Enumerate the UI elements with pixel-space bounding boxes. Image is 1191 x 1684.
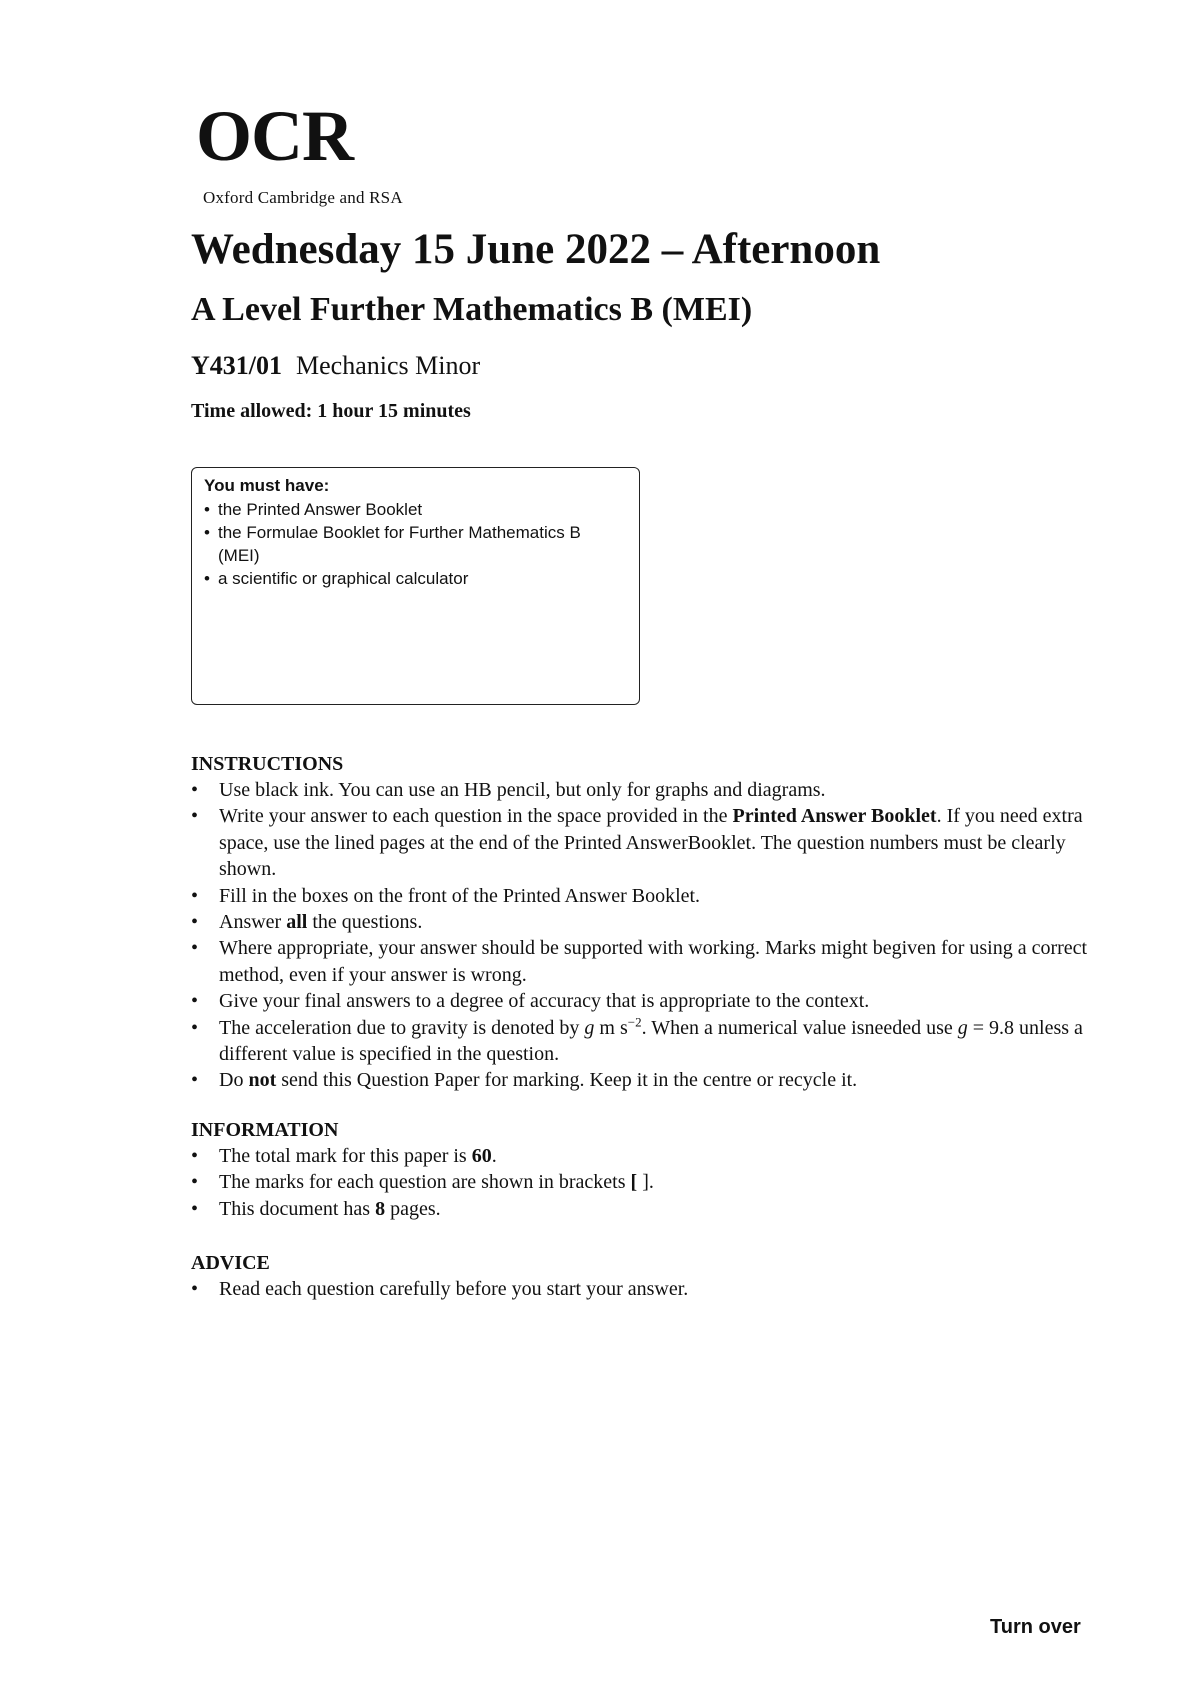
- instruction-item: • Fill in the boxes on the front of the Printed Answer Booklet.: [191, 883, 1091, 909]
- instruction-text: the questions.: [307, 911, 423, 934]
- instruction-item: • Give your final answers to a degree of accuracy that is appropriate to the context.: [191, 988, 1091, 1014]
- instruction-text: . If you need extra space, use the lined pages at the end of the Printed AnswerBooklet. The question numbers must be clearly shown.: [219, 805, 1083, 881]
- information-section: [191, 1117, 1091, 1222]
- instructions-heading: INSTRUCTIONS: [191, 753, 344, 775]
- instruction-emphasis: not: [248, 1069, 277, 1092]
- total-mark: 60: [471, 1145, 492, 1167]
- instruction-item: • Use black ink. You can use an HB pencil, but only for graphs and diagrams.: [191, 777, 1091, 803]
- logo-subtitle: Oxford Cambridge and RSA: [203, 188, 403, 207]
- instruction-text: Answer: [219, 911, 287, 934]
- instructions-section: [191, 751, 1091, 1094]
- unit-code: Y431/01: [191, 351, 282, 380]
- instruction-item: [191, 909, 1091, 935]
- unit-exponent: −2: [627, 1014, 642, 1029]
- instruction-text: The acceleration due to gravity is denoted by: [219, 1016, 585, 1039]
- information-list: [191, 1143, 1091, 1222]
- information-text: The marks for each question are shown in brackets: [219, 1171, 631, 1194]
- information-item: [191, 1196, 1091, 1222]
- advice-section: [191, 1250, 1091, 1302]
- information-item: [191, 1169, 1091, 1195]
- bracket-symbol: [: [630, 1171, 638, 1194]
- qualification-title: A Level Further Mathematics B (MEI): [191, 291, 753, 328]
- gravity-symbol: g: [957, 1016, 968, 1039]
- instruction-text: = 9.8 unless a different value is specified in the question.: [219, 1016, 1083, 1066]
- instructions-list: [191, 777, 1091, 1094]
- unit-line: [191, 352, 480, 381]
- instruction-text: m s: [594, 1016, 628, 1039]
- information-text: This document has: [219, 1197, 376, 1220]
- instruction-emphasis: Printed Answer Booklet: [732, 805, 937, 828]
- must-have-item: • the Formulae Booklet for Further Mathematics B (MEI): [204, 521, 627, 567]
- instruction-text: Do: [219, 1069, 249, 1092]
- unit-name: Mechanics Minor: [296, 351, 481, 380]
- advice-item: • Read each question carefully before you start your answer.: [191, 1276, 1091, 1302]
- must-have-item: • the Printed Answer Booklet: [204, 498, 627, 521]
- gravity-symbol: g: [584, 1016, 595, 1039]
- instruction-item: • Where appropriate, your answer should be supported with working. Marks might begiven for using a correct method, even if your answer is wrong.: [191, 935, 1091, 988]
- information-text: ].: [637, 1171, 654, 1194]
- must-have-list: [204, 498, 627, 590]
- instruction-item: [191, 1015, 1091, 1068]
- advice-list: [191, 1276, 1091, 1302]
- must-have-title: You must have:: [204, 476, 330, 495]
- page-count: 8: [375, 1197, 386, 1220]
- must-have-box: [191, 467, 640, 705]
- information-text: pages.: [385, 1197, 441, 1220]
- instruction-item: [191, 1067, 1091, 1093]
- ocr-logo: OCR: [196, 96, 353, 176]
- time-allowed: Time allowed: 1 hour 15 minutes: [191, 400, 471, 422]
- instruction-text: send this Question Paper for marking. Keep it in the centre or recycle it.: [276, 1069, 858, 1092]
- information-text: .: [491, 1145, 497, 1167]
- instruction-text: . When a numerical value isneeded use: [641, 1016, 958, 1039]
- instruction-emphasis: all: [286, 911, 308, 934]
- turn-over-label: Turn over: [990, 1616, 1081, 1638]
- information-item: [191, 1143, 1091, 1169]
- instruction-text: Write your answer to each question in the space provided in the: [219, 805, 733, 828]
- instruction-item: [191, 803, 1091, 882]
- information-heading: INFORMATION: [191, 1119, 339, 1141]
- exam-date: Wednesday 15 June 2022 – Afternoon: [191, 226, 881, 273]
- information-text: The total mark for this paper is: [219, 1145, 472, 1167]
- advice-heading: ADVICE: [191, 1252, 270, 1274]
- must-have-item: • a scientific or graphical calculator: [204, 567, 627, 590]
